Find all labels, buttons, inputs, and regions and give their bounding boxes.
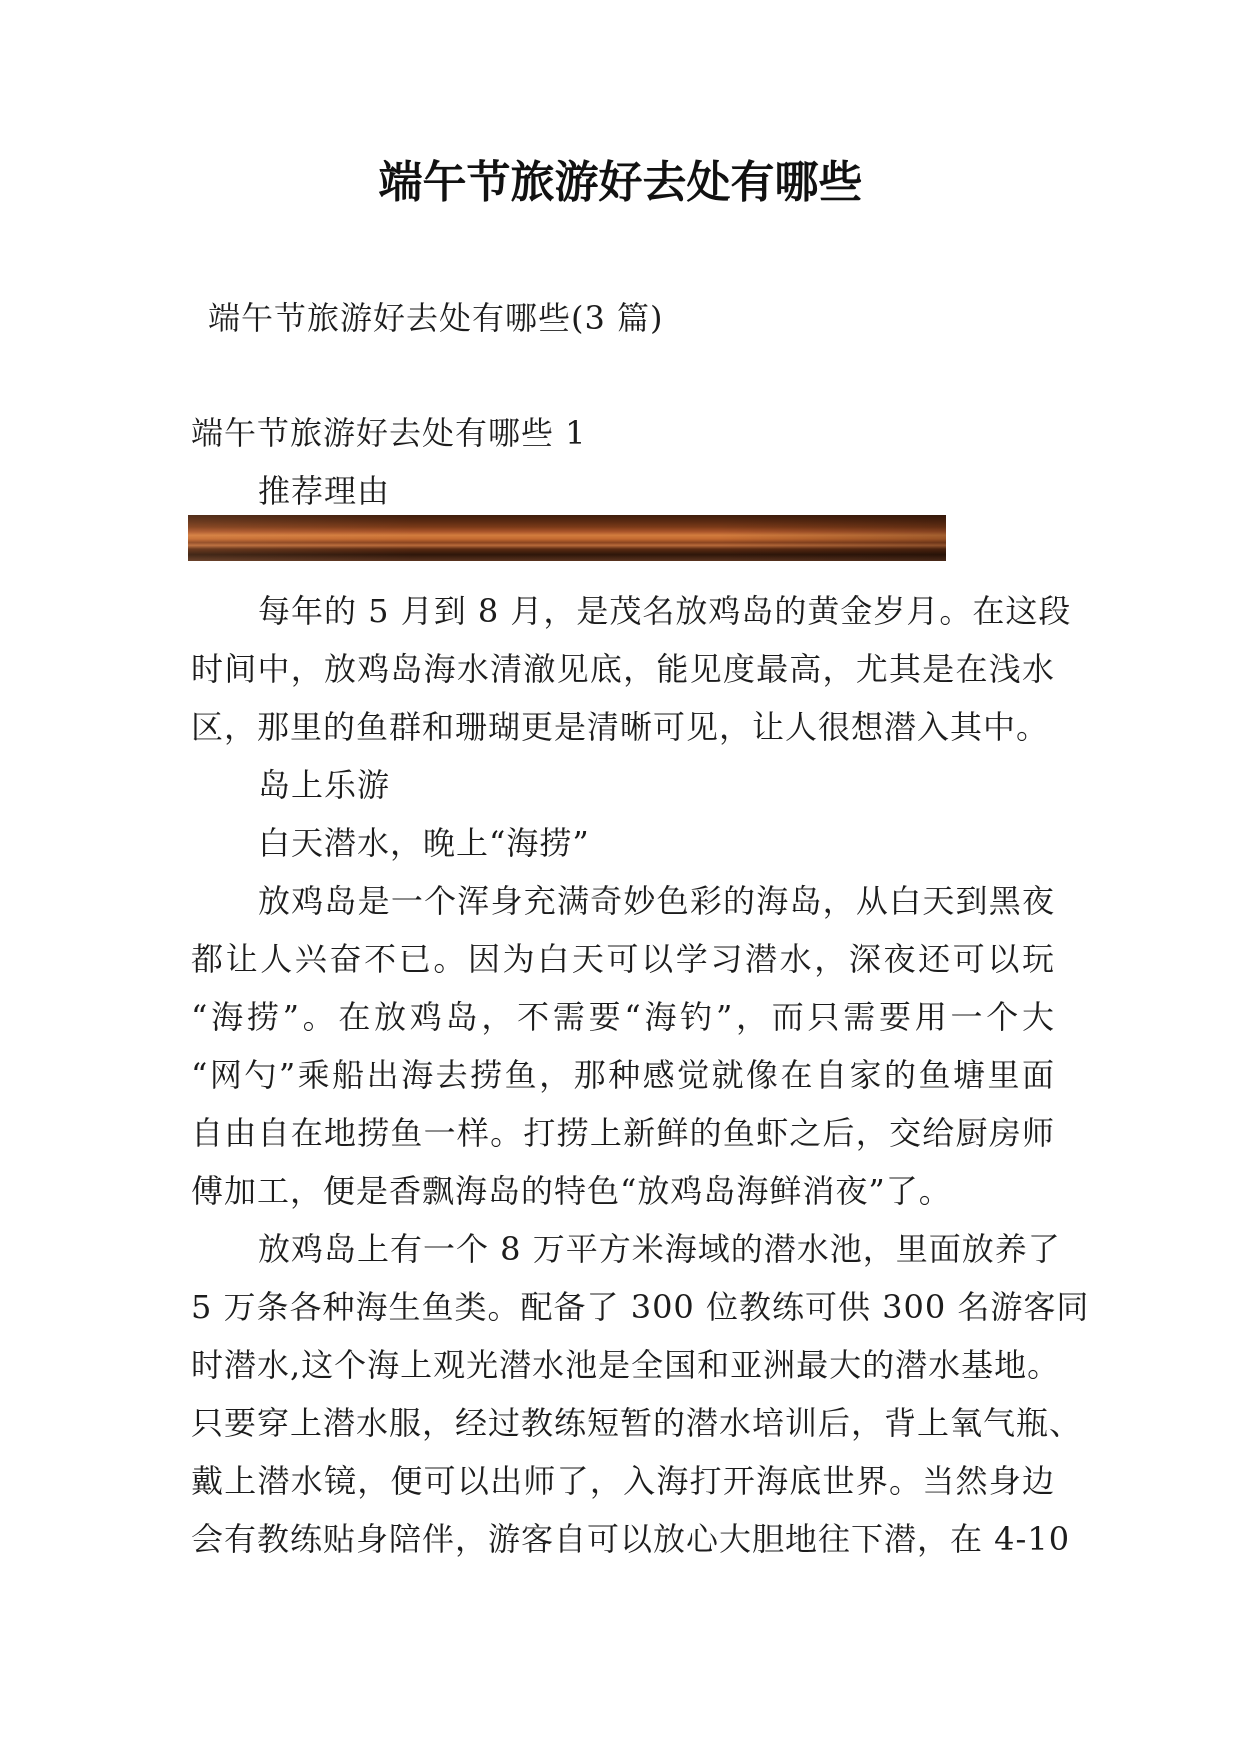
document-subtitle: 端午节旅游好去处有哪些(3 篇)	[208, 299, 664, 337]
paragraph-line: 都让人兴奋不已。因为白天可以学习潜水，深夜还可以玩	[191, 940, 1055, 978]
section-heading: 端午节旅游好去处有哪些 1	[191, 414, 587, 452]
paragraph-line: 放鸡岛是一个浑身充满奇妙色彩的海岛，从白天到黑夜	[258, 882, 1055, 920]
paragraph-line: 时间中，放鸡岛海水清澈见底，能见度最高，尤其是在浅水	[191, 650, 1055, 688]
paragraph-line: 自由自在地捞鱼一样。打捞上新鲜的鱼虾之后，交给厨房师	[191, 1114, 1055, 1152]
paragraph-line: 每年的 5 月到 8 月，是茂名放鸡岛的黄金岁月。在这段	[258, 592, 1072, 630]
paragraph-line: 会有教练贴身陪伴，游客自可以放心大胆地往下潜，在 4-10	[191, 1520, 1071, 1558]
paragraph-3	[191, 1220, 1090, 1568]
document-body	[191, 404, 1090, 1568]
paragraph-1	[191, 582, 1072, 756]
paragraph-line: 只要穿上潜水服，经过教练短暂的潜水培训后，背上氧气瓶、	[191, 1404, 1083, 1442]
paragraph-line: 5 万条各种海生鱼类。配备了 300 位教练可供 300 名游客同	[191, 1288, 1090, 1326]
paragraph-line: “网勺”乘船出海去捞鱼，那种感觉就像在自家的鱼塘里面	[191, 1056, 1055, 1094]
paragraph-line: 时潜水,这个海上观光潜水池是全国和亚洲最大的潜水基地。	[191, 1346, 1061, 1384]
document-title: 端午节旅游好去处有哪些	[378, 157, 863, 208]
subheading-fun: 岛上乐游	[258, 766, 391, 804]
paragraph-line: 傅加工，便是香飘海岛的特色“放鸡岛海鲜消夜”了。	[191, 1172, 952, 1210]
paragraph-2	[191, 872, 1055, 1220]
subheading-reason: 推荐理由	[258, 472, 391, 510]
paragraph-line: 戴上潜水镜，便可以出师了，入海打开海底世界。当然身边	[191, 1462, 1055, 1500]
paragraph-line: 放鸡岛上有一个 8 万平方米海域的潜水池，里面放养了	[258, 1230, 1061, 1268]
paragraph-line: 区，那里的鱼群和珊瑚更是清晰可见，让人很想潜入其中。	[191, 708, 1050, 746]
decorative-image-strip	[188, 515, 946, 561]
paragraph-line: “海捞”。在放鸡岛，不需要“海钓”，而只需要用一个大	[191, 998, 1055, 1036]
subheading-day-night: 白天潜水，晚上“海捞”	[258, 824, 590, 862]
